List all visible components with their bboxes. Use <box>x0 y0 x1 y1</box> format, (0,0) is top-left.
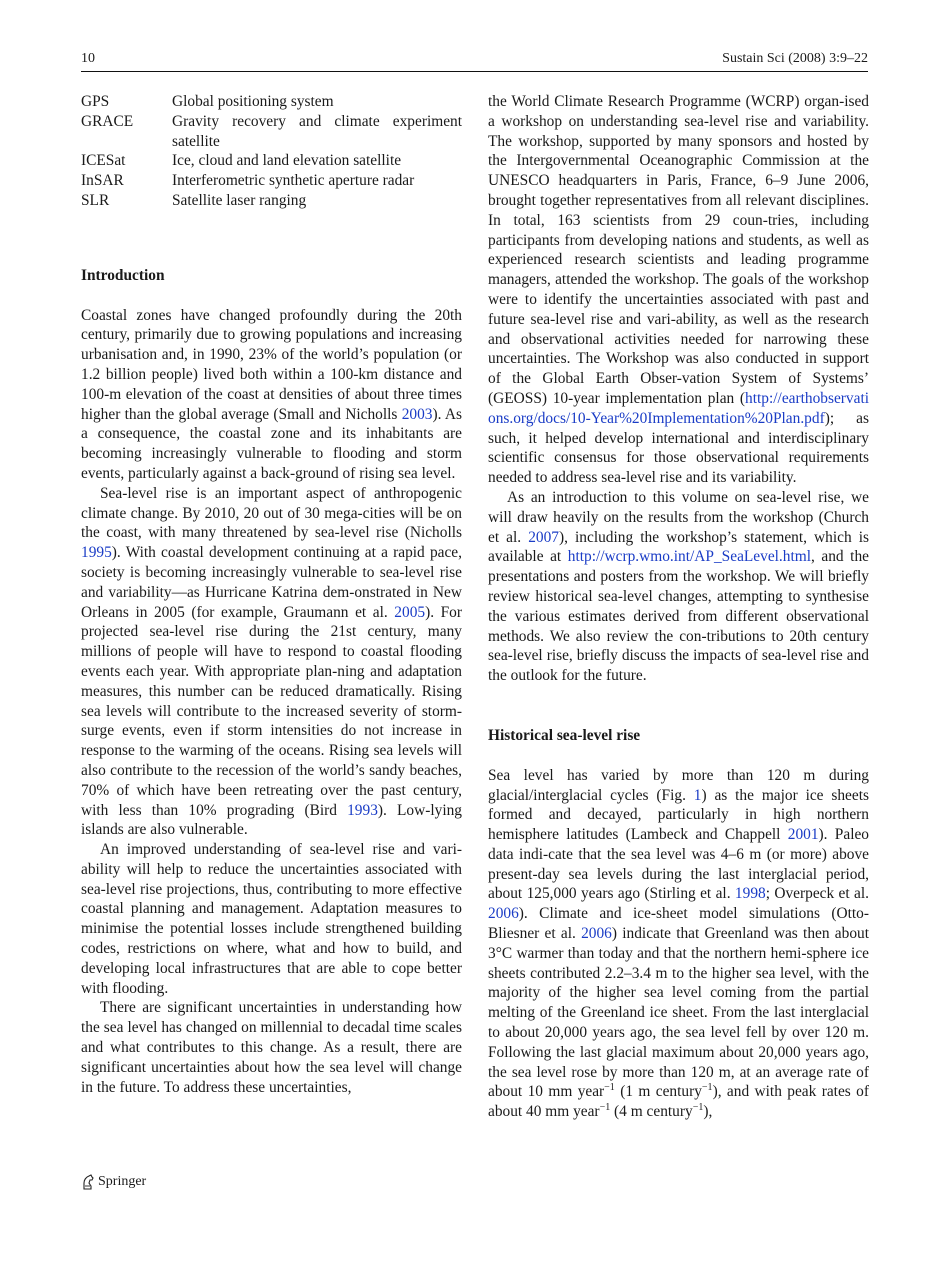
intro-paragraph-1: Coastal zones have changed profoundly during the 20th century, primarily due to growing populations and increasing urbanisation and, in 1990, 23% of the world’s population (or 1.2 billion people) lived both within a 100-km distance and 100-m elevation of the coast at densities of about three times higher than the global average (Small and Nicholls 2003). As a consequence, the coastal zone and its inhabitants are becoming increasingly vulnerable to flooding and storm events, particularly against a back-ground of rising sea level. <box>81 306 463 482</box>
superscript: −1 <box>599 1102 611 1114</box>
intro-paragraph-4: There are significant uncertainties in understanding how the sea level has changed on millennial to decadal time scales and what contributes to this change. As a result, there are significant uncertainties about how the sea level will change in the future. To address these uncertainties, <box>81 999 462 1096</box>
figure-link[interactable]: 1 <box>693 786 702 804</box>
abbreviation-term: InSAR <box>81 172 124 190</box>
volume-intro-paragraph: As an introduction to this volume on sea-level rise, we will draw heavily on the results from the workshop (Church et al. 2007), including the workshop’s statement, which is available at http://wcrp.wmo.int/AP_SeaLevel.html, and the presentations and posters from the workshop. We will briefly review historical sea-level changes, attempting to synthesise the various estimates derived from different observational methods. We also review the con-tributions to 20th century sea-level rise, briefly discuss the impacts of sea-level rise and the outlook for the future. <box>488 488 869 685</box>
publisher-name: Springer <box>98 1174 147 1189</box>
workshop-paragraph: the World Climate Research Programme (WCRP) organ-ised a workshop on understanding sea-level rise and variability. The workshop, supported by many sponsors and hosted by the Intergovernmental Oceanographic Commission at the UNESCO headquarters in Paris, France, 6–9 June 2006, brought together representatives from all relevant disciplines. In total, 163 scientists from 29 coun-tries, including participants from developing nations and students, as well as experienced research scientists and leading programme managers, attended the workshop. The goals of the workshop were to identify the uncertainties associated with past and future sea-level rise and vari-ability, as well as the research and observational activities needed for narrowing these uncertainties. The Workshop was also conducted in support of the Global Earth Obser-vation System of Systems’ (GEOSS) 10-year implementation plan (http://earthobservations.org/docs/10-Year%20Implementation%20Plan.pdf); as such, it helped develop international and interdisciplinary scientific consensus for those observational requirements needed to address sea-level rise and its variability. <box>488 93 869 487</box>
citation-link[interactable]: 2007 <box>528 528 559 546</box>
intro-paragraph-3: An improved understanding of sea-level rise and vari-ability will help to reduce the uncertainties associated with sea-level rise projections, thus, contributing to more effective coastal planning and management. Adaptation measures to minimise the potential losses include strengthened building codes, restrictions on where, what and how to build, and developing local infrastructures that are able to cope better with flooding. <box>81 841 462 997</box>
superscript: −1 <box>692 1102 704 1114</box>
citation-link[interactable]: 1993 <box>347 801 378 819</box>
abbreviation-definition: Interferometric synthetic aperture radar <box>172 172 415 190</box>
abbreviation-term: SLR <box>81 191 110 209</box>
abbreviation-definition: Satellite laser ranging <box>172 191 307 209</box>
abbreviation-definition: Gravity recovery and climate experiment satellite <box>172 112 462 150</box>
abbreviation-term: GPS <box>81 93 110 110</box>
geoss-plan-link[interactable]: http://earthobservations.org/docs/10-Year%20Implementation%20Plan.pdf <box>488 389 869 427</box>
superscript: −1 <box>701 1082 713 1094</box>
citation-link[interactable]: 2006 <box>488 905 519 923</box>
footer <box>81 1172 146 1192</box>
abbreviation-row <box>81 151 462 171</box>
running-header <box>81 50 868 72</box>
abbreviation-row <box>81 112 462 152</box>
abbreviation-term: GRACE <box>81 112 134 130</box>
citation-link[interactable]: 2001 <box>787 826 819 844</box>
citation-link[interactable]: 2006 <box>581 925 612 943</box>
citation-link[interactable]: 2003 <box>401 405 433 423</box>
abbreviation-definition: Global positioning system <box>172 93 334 110</box>
citation-link[interactable]: 1998 <box>734 885 766 903</box>
abbreviation-row <box>81 171 462 191</box>
page-number: 10 <box>81 51 95 66</box>
historical-paragraph: Sea level has varied by more than 120 m during glacial/interglacial cycles (Fig. 1) as the major ice sheets formed and decayed, particularly in high northern hemisphere latitudes (Lambeck and Chappell 2001). Paleo data indi-cate that the sea level was 4–6 m (or more) above present-day sea levels during the last interglacial period, about 125,000 years ago (Stirling et al. 1998; Overpeck et al. 2006). Climate and ice-sheet model simulations (Otto-Bliesner et al. 2006) indicate that Greenland was then about 3°C warmer than today and that the northern hemi-sphere ice sheets contributed 2.2–3.4 m to the higher sea level, with the majority of the higher sea level coming from the partial melting of the Greenland ice sheet. From the last interglacial to about 20,000 years ago, the sea level fell by over 120 m. Following the last glacial maximum about 20,000 years ago, the sea level rose by more than 120 m, at an average rate of about 10 mm year$^{-1}$ (1 m century$^{-1}$), and with peak rates of about 40 mm year$^{-1}$ (4 m century$^{-1}$), <box>488 766 869 1121</box>
abbreviation-row <box>81 191 462 211</box>
left-column <box>81 92 462 1097</box>
superscript: −1 <box>604 1082 615 1094</box>
springer-horse-icon <box>81 1174 95 1190</box>
abbreviations-table <box>81 92 462 211</box>
journal-citation: Sustain Sci (2008) 3:9–22 <box>722 51 868 66</box>
citation-link[interactable]: 2005 <box>394 603 426 621</box>
abbreviation-definition: Ice, cloud and land elevation satellite <box>172 152 402 170</box>
citation-link[interactable]: 1995 <box>81 544 112 562</box>
header-rule <box>81 71 868 72</box>
wcrp-statement-link[interactable]: http://wcrp.wmo.int/AP_SeaLevel.html <box>567 548 811 566</box>
section-heading-introduction: Introduction <box>81 266 165 284</box>
section-heading-historical: Historical sea-level rise <box>488 726 641 744</box>
abbreviation-term: ICESat <box>81 152 126 170</box>
intro-paragraph-2: Sea-level rise is an important aspect of anthropogenic climate change. By 2010, 20 out of 30 mega-cities will be on the coast, with many threatened by sea-level rise (Nicholls 1995). With coastal development continuing at a rapid pace, society is becoming increasingly vulnerable to sea-level rise and variability—as Hurricane Katrina dem-onstrated in New Orleans in 2005 (for example, Graumann et al. 2005). For projected sea-level rise during the 21st century, many millions of people will have to respond to coastal flooding events each year. With appropriate plan-ning and adaptation measures, this number can be reduced dramatically. Rising sea levels will contribute to the increased severity of storm-surge events, even if storm intensities do not increase in response to the warming of the oceans. Rising sea levels will also contribute to the recession of the world’s sandy beaches, 70% of which have been retreating over the past century, with less than 10% prograding (Bird 1993). Low-lying islands are also vulnerable. <box>81 484 463 839</box>
abbreviation-row <box>81 92 462 112</box>
right-column <box>488 92 869 1122</box>
